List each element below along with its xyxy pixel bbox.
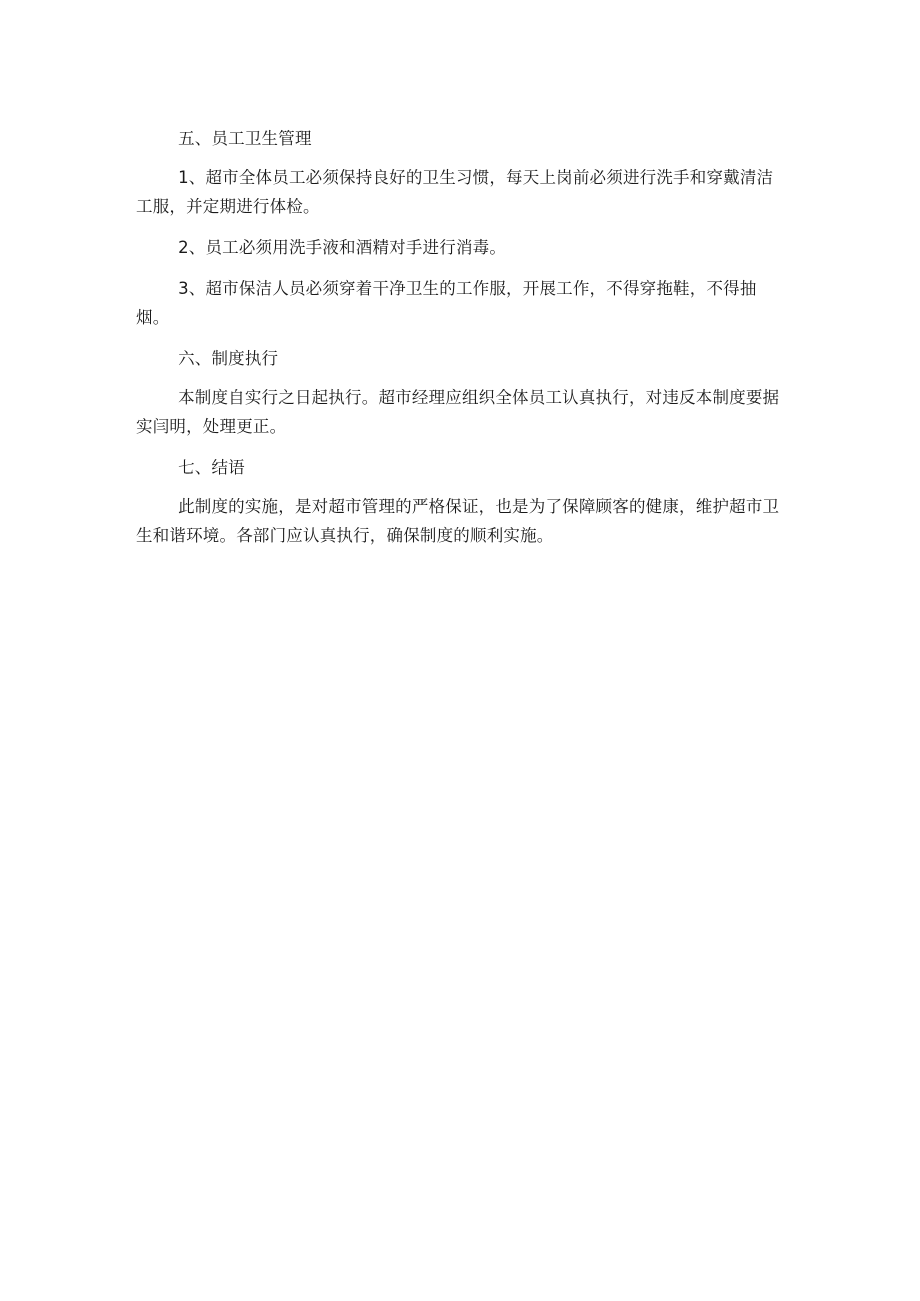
section-heading-5: 五、员工卫生管理 [178, 129, 312, 148]
section6-body: 本制度自实行之日起执行。超市经理应组织全体员工认真执行，对违反本制度要据实闫明，处理更正。 [136, 388, 780, 436]
document-page [136, 124, 786, 550]
section7-body: 此制度的实施，是对超市管理的严格保证，也是为了保障顾客的健康，维护超市卫生和谐环境。各部门应认真执行，确保制度的顺利实施。 [136, 497, 780, 545]
section5-item-3: 3、超市保洁人员必须穿着干净卫生的工作服，开展工作，不得穿拖鞋，不得抽烟。 [136, 279, 757, 327]
section-heading-6: 六、制度执行 [178, 349, 279, 368]
section-heading-7: 七、结语 [178, 458, 245, 477]
section5-item-1: 1、超市全体员工必须保持良好的卫生习惯，每天上岗前必须进行洗手和穿戴清洁工服，并定期进行体检。 [136, 168, 774, 216]
section5-item-2: 2、员工必须用洗手液和酒精对手进行消毒。 [178, 238, 507, 257]
